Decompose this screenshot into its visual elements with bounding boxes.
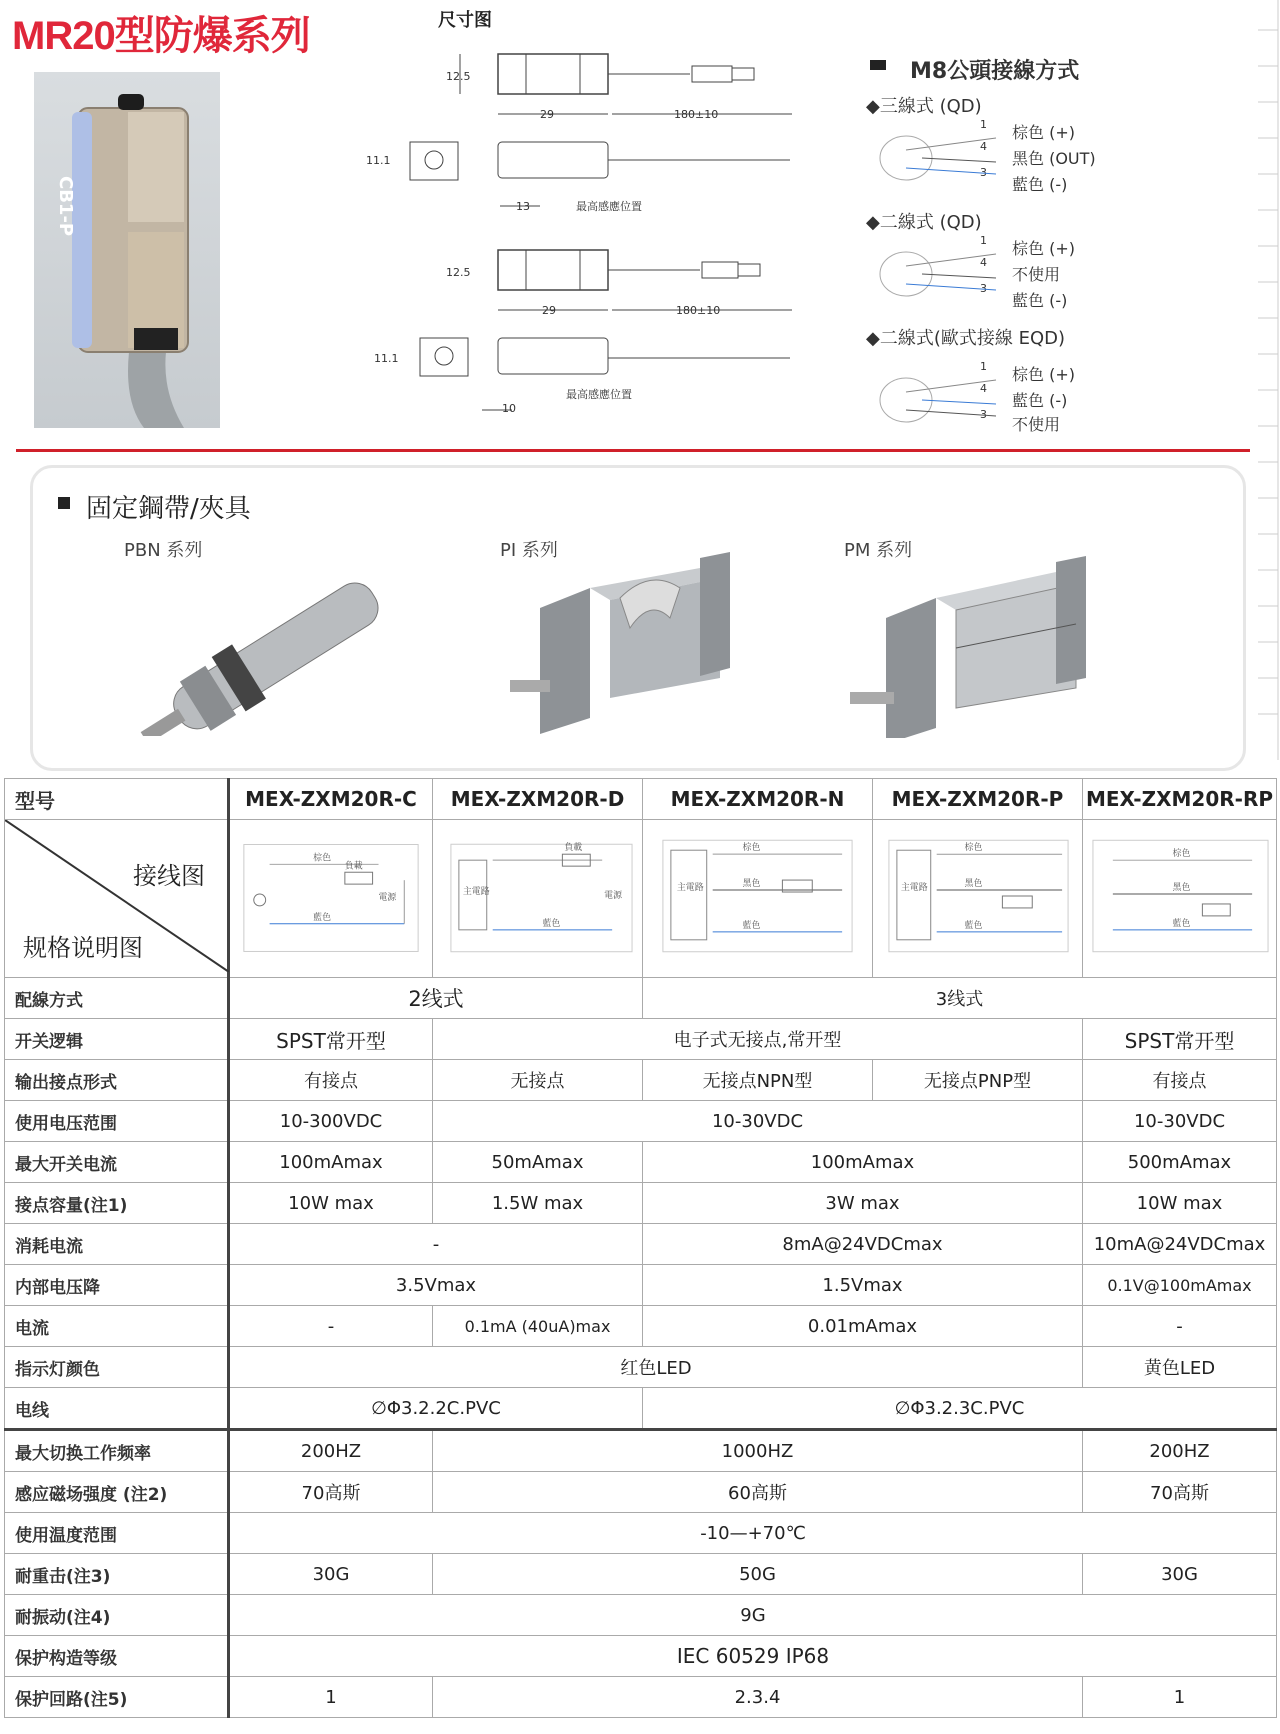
pin-number: 1 [980,118,987,131]
dim-length-1: 29 [540,108,554,121]
model-header: MEX-ZXM20R-N [643,779,873,820]
dim-note-4: 最高感應位置 [566,388,632,401]
cell-value: 黄色LED [1083,1347,1277,1388]
pm-cylinder-image [846,548,1086,738]
pin-label: 藍色 (-) [1012,175,1068,194]
pin-label: 不使用 [1012,415,1061,434]
cell-value: 无接点NPN型 [643,1060,873,1101]
pbn-cylinder-image [120,556,420,736]
cell-value: ∅Φ3.2.2C.PVC [229,1388,643,1430]
diagram-corner-cell [5,820,229,978]
svg-text:藍色: 藍色 [542,918,561,929]
table-row [5,1430,1277,1472]
product-label: CB1-P [55,176,76,237]
cell-value: 0.1mA (40uA)max [433,1306,643,1347]
series-label-pbn: PBN 系列 [124,540,203,561]
cell-value: 10mA@24VDCmax [1083,1224,1277,1265]
pin-number: 4 [980,256,987,269]
cell-value: 有接点 [1083,1060,1277,1101]
diagram-header-label: 接线图 [133,862,205,890]
dim-width-4: 10 [502,402,516,415]
svg-text:電源: 電源 [378,892,397,903]
row-label: 内部电压降 [5,1265,229,1306]
cell-value: 电子式无接点,常开型 [433,1019,1083,1060]
cell-value: 70高斯 [229,1472,433,1513]
table-row [5,1677,1277,1718]
table-row [5,1224,1277,1265]
cell-value: 10-300VDC [229,1101,433,1142]
pin-label: 棕色 (+) [1012,365,1075,384]
dimension-drawing-1 [440,44,800,124]
cell-value: SPST常开型 [229,1019,433,1060]
cell-value: 60高斯 [433,1472,1083,1513]
cell-value: 1000HZ [433,1430,1083,1472]
cell-value: 30G [229,1554,433,1595]
model-header: MEX-ZXM20R-RP [1083,779,1277,820]
product-photo [34,72,220,428]
row-label: 电线 [5,1388,229,1430]
table-row [5,1142,1277,1183]
cell-value: 10W max [1083,1183,1277,1224]
table-row [5,820,1277,978]
svg-text:藍色: 藍色 [313,912,332,923]
pin-number: 3 [980,282,987,295]
cell-value: 200HZ [229,1430,433,1472]
table-row [5,1101,1277,1142]
svg-text:藍色: 藍色 [742,920,761,931]
cell-value: 8mA@24VDCmax [643,1224,1083,1265]
row-label: 感应磁场强度 (注2) [5,1472,229,1513]
svg-text:負載: 負載 [344,861,363,872]
row-label: 耐振动(注4) [5,1595,229,1636]
row-label: 保护构造等级 [5,1636,229,1677]
svg-text:電源: 電源 [604,890,623,901]
edge-ticks [1252,0,1280,760]
cell-value: 70高斯 [1083,1472,1277,1513]
cell-value: 1.5Vmax [643,1265,1083,1306]
svg-text:棕色: 棕色 [1172,849,1191,860]
cell-value: 2线式 [229,978,643,1019]
table-row [5,1595,1277,1636]
wiring-diagram-p [873,820,1083,978]
dim-height-2: 11.1 [366,154,391,167]
row-label: 电流 [5,1306,229,1347]
cell-value: 10-30VDC [433,1101,1083,1142]
cell-value: 无接点 [433,1060,643,1101]
cell-value: 3W max [643,1183,1083,1224]
model-header: MEX-ZXM20R-D [433,779,643,820]
cell-value: 30G [1083,1554,1277,1595]
dim-cable-3: 180±10 [676,304,721,317]
series-label-pi: PI 系列 [500,540,558,561]
pin-number: 3 [980,408,987,421]
table-row [5,1183,1277,1224]
model-header: MEX-ZXM20R-P [873,779,1083,820]
svg-text:主電路: 主電路 [676,883,704,894]
cell-value: - [1083,1306,1277,1347]
wiring-title: M8公頭接線方式 [910,59,1080,84]
wiring-diagram-d [433,820,643,978]
wiring-diagram-3 [876,370,1006,430]
row-label: 开关逻辑 [5,1019,229,1060]
row-label: 耐重击(注3) [5,1554,229,1595]
svg-text:負載: 負載 [564,843,583,854]
row-label: 最大切换工作频率 [5,1430,229,1472]
table-row [5,1019,1277,1060]
dim-note-2: 最高感應位置 [576,200,642,213]
svg-text:黑色: 黑色 [742,879,761,890]
table-row [5,1636,1277,1677]
fixing-title: 固定鋼帶/夾具 [86,494,251,524]
cell-value: 0.01mAmax [643,1306,1083,1347]
cell-value: 100mAmax [643,1142,1083,1183]
svg-text:主電路: 主電路 [462,887,490,898]
wiring-group-name: ◆二線式 (QD) [866,212,982,233]
table-row [5,1388,1277,1430]
pin-label: 棕色 (+) [1012,123,1075,142]
pin-number: 4 [980,140,987,153]
wiring-group-name: ◆二線式(歐式接線 EQD) [866,328,1066,349]
cell-value: 10W max [229,1183,433,1224]
pin-label: 藍色 (-) [1012,291,1068,310]
series-label-pm: PM 系列 [844,540,913,561]
cell-value: 1 [229,1677,433,1718]
pin-label: 黑色 (OUT) [1012,149,1096,168]
svg-text:藍色: 藍色 [1172,918,1191,929]
cell-value: 100mAmax [229,1142,433,1183]
cell-value: 500mAmax [1083,1142,1277,1183]
cell-value: 1 [1083,1677,1277,1718]
table-row [5,779,1277,820]
row-label: 保护回路(注5) [5,1677,229,1718]
svg-text:棕色: 棕色 [313,853,332,864]
cell-value: 红色LED [229,1347,1083,1388]
dim-width-2: 13 [516,200,530,213]
dim-cable-1: 180±10 [674,108,719,121]
table-row [5,1513,1277,1554]
row-label: 指示灯颜色 [5,1347,229,1388]
cell-value: -10—+70℃ [229,1513,1277,1554]
cell-value: 50mAmax [433,1142,643,1183]
section-divider [16,449,1250,452]
table-row [5,1554,1277,1595]
row-label: 最大开关电流 [5,1142,229,1183]
cell-value: 有接点 [229,1060,433,1101]
cell-value: 10-30VDC [1083,1101,1277,1142]
wiring-diagram-c [229,820,433,978]
pin-number: 3 [980,166,987,179]
svg-text:藍色: 藍色 [964,920,983,931]
cell-value: 3线式 [643,978,1277,1019]
spec-table [4,778,1277,1718]
cell-value: 3.5Vmax [229,1265,643,1306]
pin-number: 4 [980,382,987,395]
bullet-square-icon [58,497,70,509]
pi-cylinder-image [500,548,740,738]
pin-label: 不使用 [1012,265,1061,284]
dimension-title: 尺寸图 [438,10,492,31]
svg-text:黑色: 黑色 [964,879,983,890]
spec-header-label: 规格说明图 [23,934,143,962]
cell-value: 0.1V@100mAmax [1083,1265,1277,1306]
cell-value: - [229,1224,643,1265]
wiring-diagram-n [643,820,873,978]
cell-value: 无接点PNP型 [873,1060,1083,1101]
dim-height-1: 12.5 [446,70,471,83]
bullet-square-icon [870,60,886,70]
dim-height-4: 11.1 [374,352,399,365]
table-row [5,978,1277,1019]
svg-text:棕色: 棕色 [742,843,761,854]
dimension-drawing-3 [440,240,800,320]
row-label: 使用温度范围 [5,1513,229,1554]
cell-value: 50G [433,1554,1083,1595]
cell-value: 200HZ [1083,1430,1277,1472]
pin-number: 1 [980,234,987,247]
cell-value: ∅Φ3.2.3C.PVC [643,1388,1277,1430]
cell-value: 1.5W max [433,1183,643,1224]
dim-length-3: 29 [542,304,556,317]
row-label: 输出接点形式 [5,1060,229,1101]
row-label: 消耗电流 [5,1224,229,1265]
svg-text:棕色: 棕色 [964,843,983,854]
cell-value: IEC 60529 IP68 [229,1636,1277,1677]
cell-value: - [229,1306,433,1347]
table-row [5,1472,1277,1513]
table-row [5,1347,1277,1388]
svg-text:黑色: 黑色 [1172,883,1191,894]
table-row [5,1265,1277,1306]
row-label: 使用电压范围 [5,1101,229,1142]
dim-height-3: 12.5 [446,266,471,279]
table-row [5,1306,1277,1347]
pin-number: 1 [980,360,987,373]
row-label: 配線方式 [5,978,229,1019]
cell-value: SPST常开型 [1083,1019,1277,1060]
table-row [5,1060,1277,1101]
model-header-label: 型号 [5,779,229,820]
dimension-drawing-4 [370,334,800,414]
row-label: 接点容量(注1) [5,1183,229,1224]
page-title: MR20型防爆系列 [12,14,310,58]
model-header: MEX-ZXM20R-C [229,779,433,820]
wiring-group-name: ◆三線式 (QD) [866,96,982,117]
svg-text:主電路: 主電路 [900,883,928,894]
wiring-diagram-rp [1083,820,1277,978]
pin-label: 藍色 (-) [1012,391,1068,410]
cell-value: 2.3.4 [433,1677,1083,1718]
wiring-diagram-1 [876,128,1006,188]
cell-value: 9G [229,1595,1277,1636]
pin-label: 棕色 (+) [1012,239,1075,258]
wiring-diagram-2 [876,244,1006,304]
